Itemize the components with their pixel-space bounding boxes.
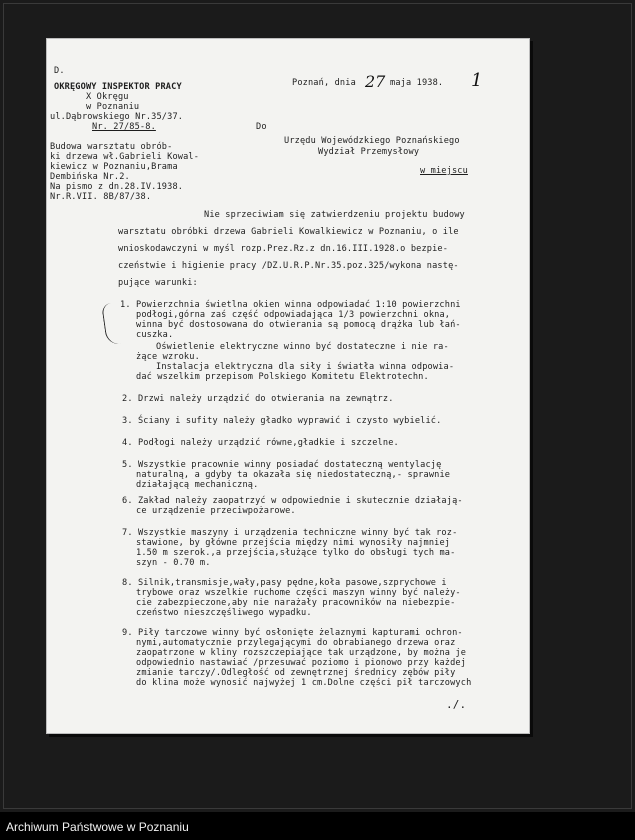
recipient-line: Wydział Przemysłowy bbox=[318, 147, 420, 157]
condition-line: 7. Wszystkie maszyny i urządzenia techniczne winny być tak roz- bbox=[122, 528, 458, 538]
condition-line: działającą mechaniczną. bbox=[136, 480, 259, 490]
condition-line: dać wszelkim przepisom Polskiego Komitetu Elektrotechn. bbox=[136, 372, 429, 382]
intro-line: warsztatu obróbki drzewa Gabrieli Kowalkiewicz w Poznaniu, o ile bbox=[118, 227, 459, 237]
condition-line: Instalacja elektryczna dla siły i światła winna odpowia- bbox=[156, 362, 455, 372]
condition-line: cuszka. bbox=[136, 330, 174, 340]
recipient-line: w miejscu bbox=[420, 166, 468, 176]
margin-bracket-mark bbox=[101, 302, 122, 346]
condition-line: 3. Ściany i sufity należy gładko wyprawić i czysto wybielić. bbox=[122, 416, 442, 426]
intro-line: pujące warunki: bbox=[118, 278, 198, 288]
condition-line: 4. Podłogi należy urządzić równe,gładkie i szczelne. bbox=[122, 438, 399, 448]
subject-line: kiewicz w Poznaniu,Brama bbox=[50, 162, 178, 172]
subject-line: Na pismo z dn.28.IV.1938. bbox=[50, 182, 184, 192]
subject-line: ki drzewa wł.Gabrieli Kowal- bbox=[50, 152, 200, 162]
page-number-handwritten: 1 bbox=[471, 70, 483, 91]
condition-line: żące wzroku. bbox=[136, 352, 200, 362]
condition-line: czeństwo nieszczęśliwego wypadku. bbox=[136, 608, 312, 618]
condition-line: do klina może wynosić najwyżej 1 cm.Dolne części pił tarczowych bbox=[136, 678, 472, 688]
office-line: w Poznaniu bbox=[86, 102, 140, 112]
office-line: OKRĘGOWY INSPEKTOR PRACY bbox=[54, 82, 182, 92]
letter-d: D. bbox=[54, 66, 65, 76]
intro-line: wnioskodawczyni w myśl rozp.Prez.Rz.z dn.16.III.1928.o bezpie- bbox=[118, 244, 449, 254]
continuation-mark: ./. bbox=[446, 698, 467, 711]
condition-line: trybowe oraz wszelkie ruchome części maszyn winny być należy- bbox=[136, 588, 461, 598]
recipient-line: Urzędu Wojewódzkiego Poznańskiego bbox=[284, 136, 460, 146]
condition-line: 9. Piły tarczowe winny być osłonięte żelaznymi kapturami ochron- bbox=[122, 628, 463, 638]
condition-line: 5. Wszystkie pracownie winny posiadać dostateczną wentylację bbox=[122, 460, 442, 470]
condition-line: Oświetlenie elektryczne winno być dostateczne i nie ra- bbox=[156, 342, 449, 352]
office-line: ul.Dąbrowskiego Nr.35/37. bbox=[50, 112, 184, 122]
subject-line: Dembińska Nr.2. bbox=[50, 172, 130, 182]
condition-line: 1.50 m szerok.,a przejścia,służące tylko do obsługi tych ma- bbox=[136, 548, 456, 558]
condition-line: 2. Drzwi należy urządzić do otwierania na zewnątrz. bbox=[122, 394, 394, 404]
office-line: X Okręgu bbox=[86, 92, 129, 102]
archive-footer bbox=[0, 812, 635, 840]
condition-line: nymi,automatycznie przylegającymi do obrabianego drzewa oraz bbox=[136, 638, 456, 648]
document-page bbox=[46, 38, 530, 734]
condition-line: zaopatrzone w kliny rozszczepiające tak urządzone, by można je bbox=[136, 648, 467, 658]
archive-label: Archiwum Państwowe w Poznaniu bbox=[6, 820, 189, 834]
condition-line: szyn - 0.70 m. bbox=[136, 558, 211, 568]
date-suffix: maja 1938. bbox=[390, 78, 444, 88]
subject-line: Nr.R.VII. 8B/87/38. bbox=[50, 192, 152, 202]
condition-line: winna być dostosowana do otwierania są pomocą drążka lub łań- bbox=[136, 320, 461, 330]
date-prefix: Poznań, dnia bbox=[292, 78, 356, 88]
condition-line: ce urządzenie przeciwpożarowe. bbox=[136, 506, 296, 516]
condition-line: 1. Powierzchnia świetlna okien winna odpowiadać 1:10 powierzchni bbox=[120, 300, 461, 310]
intro-line: czeństwie i higienie pracy /DZ.U.R.P.Nr.35.poz.325/wykona nastę- bbox=[118, 261, 459, 271]
date-day-handwritten: 27 bbox=[365, 72, 386, 91]
condition-line: podłogi,górna zaś część odpowiadająca 1/3 powierzchni okna, bbox=[136, 310, 451, 320]
condition-line: zmianie tarczy/.Odległość od zewnętrznej średnicy zębów piły bbox=[136, 668, 456, 678]
to-label: Do bbox=[256, 122, 267, 132]
condition-line: odpowiednio nastawiać /przesuwać poziomo i pionowo przy każdej bbox=[136, 658, 467, 668]
subject-line: Budowa warsztatu obrób- bbox=[50, 142, 173, 152]
intro-line: Nie sprzeciwiam się zatwierdzeniu projektu budowy bbox=[204, 210, 465, 220]
reference-number: Nr. 27/85-8. bbox=[92, 122, 156, 132]
condition-line: naturalną, a gdyby ta okazała się niedostateczną,- sprawnie bbox=[136, 470, 451, 480]
condition-line: cie zabezpieczone,aby nie narażały pracowników na niebezpie- bbox=[136, 598, 456, 608]
condition-line: stawione, by główne przejścia między nimi wynosiły najmniej bbox=[136, 538, 451, 548]
condition-line: 6. Zakład należy zaopatrzyć w odpowiednie i skutecznie działają- bbox=[122, 496, 463, 506]
condition-line: 8. Silnik,transmisje,wały,pasy pędne,koła pasowe,szprychowe i bbox=[122, 578, 447, 588]
